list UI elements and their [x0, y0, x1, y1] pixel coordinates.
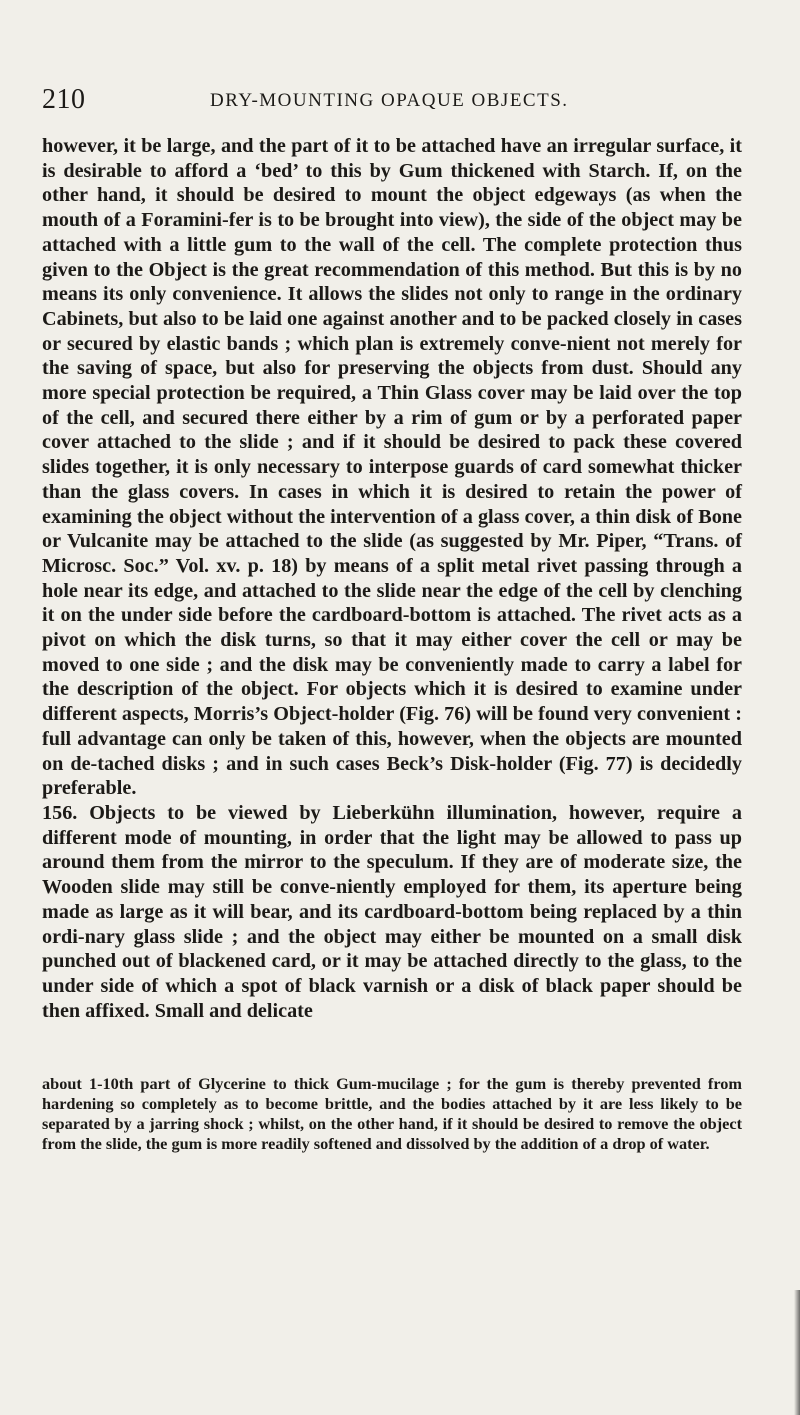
paragraph: however, it be large, and the part of it to be attached have an irregular surface, it is desirable to afford a ‘bed’ to this by Gum thickened with Starch. If, on the other hand, it should be desired to mount the object edgeways (as when the mouth of a Foramini-fer is to be brought into view), the side of the object may be attached with a little gum to the wall of the cell. The complete protection thus given to the Object is the great recommendation of this method. But this is by no means its only convenience. It allows the slides not only to range in the ordinary Cabinets, but also to be laid one against another and to be packed closely in cases or secured by elastic bands ; which plan is extremely conve-nient not merely for the saving of space, but also for preserving the objects from dust. Should any more special protection be required, a Thin Glass cover may be laid over the top of the cell, and secured there either by a rim of gum or by a perforated paper cover attached to the slide ; and if it should be desired to pack these covered slides together, it is only necessary to interpose guards of card somewhat thicker than the glass covers. In cases in which it is desired to retain the power of examining the object without the intervention of a glass cover, a thin disk of Bone or Vulcanite may be attached to the slide (as suggested by Mr. Piper, “Trans. of Microsc. Soc.” Vol. xv. p. 18) by means of a split metal rivet passing through a hole near its edge, and attached to the slide near the edge of the cell by clenching it on the under side before the cardboard-bottom is attached. The rivet acts as a pivot on which the disk turns, so that it may either cover the cell or may be moved to one side ; and the disk may be conveniently made to carry a label for the description of the object. For objects which it is desired to examine under different aspects, Morris’s Object-holder (Fig. 76) will be found very convenient : full advantage can only be taken of this, however, when the objects are mounted on de-tached disks ; and in such cases Beck’s Disk-holder (Fig. 77) is decidedly preferable. [42, 135, 742, 800]
paragraph: 156. Objects to be viewed by Lieberkühn illumination, however, require a different mode of mounting, in order that the light may be allowed to pass up around them from the mirror to the speculum. If they are of moderate size, the Wooden slide may still be conve-niently employed for them, its aperture being made as large as it will bear, and its cardboard-bottom being replaced by a thin ordi-nary glass slide ; and the object may either be mounted on a small disk punched out of blackened card, or it may be attached directly to the glass, to the under side of which a spot of black varnish or a disk of black paper should be then affixed. Small and delicate [42, 801, 742, 1022]
running-head [42, 84, 742, 118]
page-edge-shadow [794, 1290, 800, 1415]
footnote [42, 1074, 742, 1154]
main-text [42, 134, 742, 1023]
page-number: 210 [42, 84, 86, 115]
running-title: DRY-MOUNTING OPAQUE OBJECTS. [210, 90, 569, 111]
footnote-text: about 1-10th part of Glycerine to thick Gum-mucilage ; for the gum is thereby prevented from hardening so completely as to become brittle, and the bodies attached by it are less likely to be separated by a jarring shock ; whilst, on the other hand, if it should be desired to remove the object from the slide, the gum is more readily softened and dissolved by the addition of a drop of water. [42, 1074, 742, 1153]
